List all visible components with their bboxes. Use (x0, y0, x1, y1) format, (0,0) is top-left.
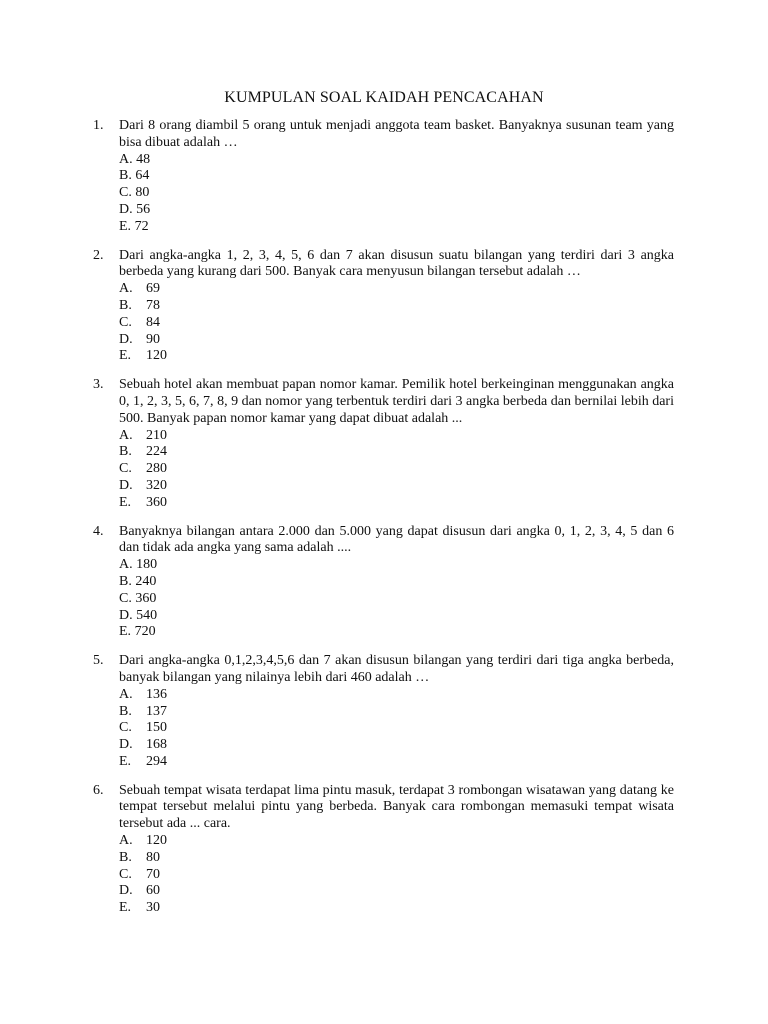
question-number: 1. (93, 118, 104, 133)
question-item (93, 783, 674, 917)
option-value: 80 (135, 185, 150, 201)
answer-option (119, 185, 674, 202)
question-number: 5. (93, 653, 104, 669)
answer-option (119, 574, 674, 591)
option-label: C. (119, 720, 132, 736)
option-value: 280 (146, 461, 167, 477)
question-text: Dari angka-angka 0,1,2,3,4,5,6 dan 7 akan disusun bilangan yang terdiri dari tiga angka berbeda, banyak bilangan yang nilainya lebih dari 460 adalah … (119, 653, 674, 685)
option-value: 69 (146, 281, 160, 297)
answer-option (119, 591, 674, 608)
answer-options (119, 428, 674, 512)
option-value: 180 (136, 557, 158, 573)
answer-option (119, 624, 674, 641)
answer-option (119, 850, 674, 867)
question-list (93, 118, 674, 929)
option-label: C. (119, 185, 132, 201)
answer-option (119, 704, 674, 721)
option-label: E. (119, 348, 132, 364)
option-value: 720 (134, 624, 156, 640)
question-text: Dari angka-angka 1, 2, 3, 4, 5, 6 dan 7 akan disusun suatu bilangan yang terdiri dari 3 angka berbeda yang kurang dari 500. Banyak cara menyusun bilangan tersebut adalah … (119, 247, 674, 280)
answer-options (119, 152, 674, 236)
option-label: B. (119, 444, 132, 460)
option-value: 48 (136, 151, 151, 167)
answer-option (119, 332, 674, 349)
option-value: 224 (146, 444, 167, 460)
answer-option (119, 478, 674, 495)
question-number: 6. (93, 782, 104, 798)
option-label: B. (119, 573, 132, 589)
option-value: 168 (146, 737, 167, 753)
answer-option (119, 281, 674, 298)
option-value: 360 (146, 494, 167, 510)
option-label: E. (119, 624, 132, 640)
option-label: B. (119, 168, 132, 184)
option-label: A. (119, 427, 133, 443)
answer-option (119, 557, 674, 574)
question-item (93, 524, 674, 642)
question-text: Dari 8 orang diambil 5 orang untuk menjadi anggota team basket. Banyaknya susunan team yang bisa dibuat adalah … (119, 118, 674, 150)
option-value: 320 (146, 477, 167, 493)
question-number: 4. (93, 523, 104, 539)
option-value: 84 (146, 314, 160, 330)
page-title: KUMPULAN SOAL KAIDAH PENCACAHAN (224, 89, 544, 106)
option-label: D. (119, 201, 133, 217)
question-text: Sebuah hotel akan membuat papan nomor kamar. Pemilik hotel berkeinginan menggunakan angka 0, 1, 2, 3, 5, 6, 7, 8, 9 dan nomor yang terbentuk terdiri dari 3 angka berbeda dan bernilai lebih dari 500. Banyak papan nomor kamar yang dapat dibuat adalah ... (119, 377, 674, 426)
option-label: C. (119, 866, 132, 882)
option-label: E. (119, 900, 132, 916)
answer-option (119, 152, 674, 169)
option-label: C. (119, 461, 132, 477)
option-label: D. (119, 607, 133, 623)
answer-option (119, 444, 674, 461)
option-value: 210 (146, 427, 167, 443)
option-value: 78 (146, 297, 160, 313)
answer-options (119, 557, 674, 641)
answer-option (119, 608, 674, 625)
answer-option (119, 720, 674, 737)
question-text: Banyaknya bilangan antara 2.000 dan 5.000 yang dapat disusun dari angka 0, 1, 2, 3, 4, 5 dan 6 dan tidak ada angka yang sama adalah .... (119, 523, 674, 556)
option-label: D. (119, 331, 133, 347)
option-label: D. (119, 477, 133, 493)
option-label: B. (119, 849, 132, 865)
question-item (93, 118, 674, 236)
question-item (93, 377, 674, 511)
option-value: 136 (146, 686, 167, 702)
option-label: D. (119, 883, 133, 899)
answer-option (119, 495, 674, 512)
answer-option (119, 687, 674, 704)
option-value: 90 (146, 331, 160, 347)
option-value: 70 (146, 866, 160, 882)
answer-option (119, 900, 674, 917)
answer-options (119, 687, 674, 771)
option-value: 56 (136, 201, 151, 217)
answer-option (119, 754, 674, 771)
answer-option (119, 461, 674, 478)
answer-option (119, 867, 674, 884)
question-number: 3. (93, 377, 104, 393)
question-number: 2. (93, 247, 104, 263)
option-value: 137 (146, 703, 167, 719)
option-label: A. (119, 151, 133, 167)
answer-option (119, 168, 674, 185)
answer-option (119, 202, 674, 219)
answer-option (119, 219, 674, 236)
answer-option (119, 737, 674, 754)
option-label: C. (119, 314, 132, 330)
option-label: D. (119, 737, 133, 753)
option-value: 64 (135, 168, 150, 184)
option-label: E. (119, 494, 132, 510)
option-label: B. (119, 703, 132, 719)
option-value: 540 (136, 607, 158, 623)
option-label: E. (119, 218, 132, 234)
option-value: 240 (135, 573, 157, 589)
option-value: 150 (146, 720, 167, 736)
answer-options (119, 833, 674, 917)
option-value: 294 (146, 753, 167, 769)
option-value: 120 (146, 833, 167, 849)
answer-option (119, 883, 674, 900)
option-value: 30 (146, 900, 160, 916)
answer-option (119, 348, 674, 365)
option-value: 60 (146, 883, 160, 899)
question-item (93, 653, 674, 771)
question-item (93, 248, 674, 366)
option-value: 72 (134, 218, 149, 234)
option-label: A. (119, 557, 133, 573)
question-text: Sebuah tempat wisata terdapat lima pintu masuk, terdapat 3 rombongan wisatawan yang datang ke tempat tersebut melalui pintu yang berbeda. Banyak cara rombongan memasuki tempat wisata tersebut ada ... cara. (119, 782, 674, 832)
option-label: C. (119, 590, 132, 606)
option-label: E. (119, 753, 132, 769)
answer-option (119, 315, 674, 332)
option-value: 360 (135, 590, 157, 606)
answer-options (119, 281, 674, 365)
option-value: 80 (146, 849, 160, 865)
option-label: A. (119, 686, 133, 702)
answer-option (119, 833, 674, 850)
option-label: A. (119, 833, 133, 849)
option-value: 120 (146, 348, 167, 364)
option-label: A. (119, 281, 133, 297)
answer-option (119, 428, 674, 445)
answer-option (119, 298, 674, 315)
option-label: B. (119, 297, 132, 313)
